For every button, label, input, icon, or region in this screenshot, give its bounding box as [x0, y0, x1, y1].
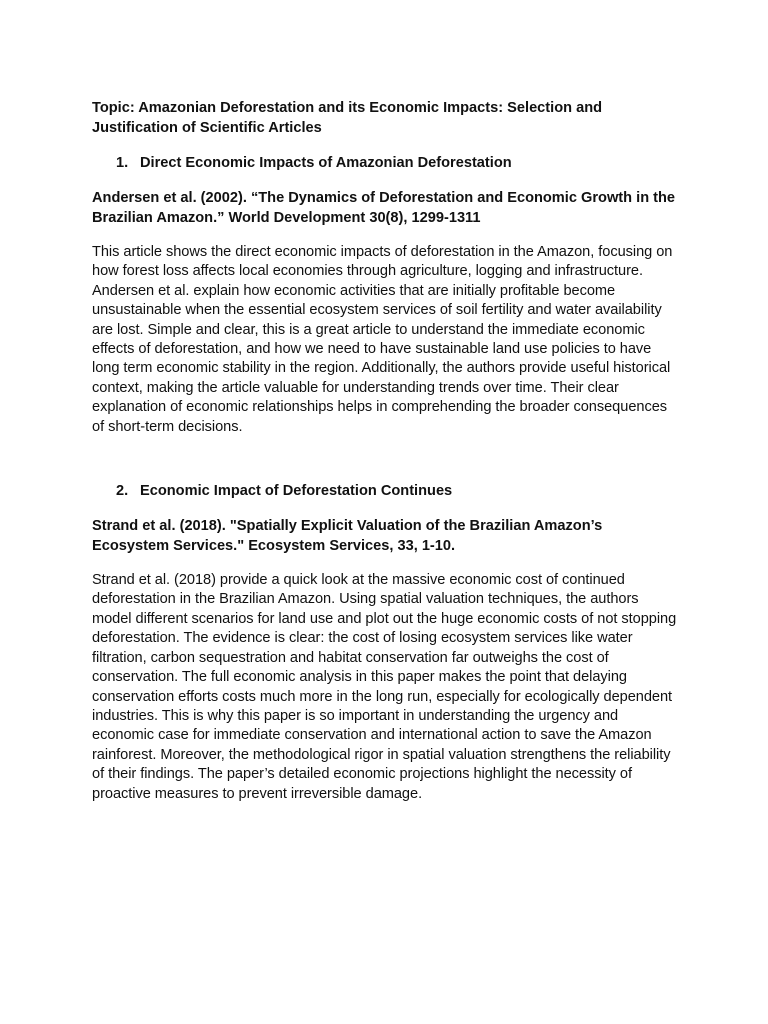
body-paragraph-2: Strand et al. (2018) provide a quick look at the massive economic cost of continued deforestation in the Brazilian Amazon. Using spatial valuation techniques, the authors model different scenarios for land use and plot out the huge economic costs of not stopping deforestation. The evidence is clear: the cost of losing ecosystem services like water filtration, carbon sequestration and habitat conservation far outweighs the cost of conservation. The full economic analysis in this paper makes the point that delaying conservation efforts costs much more in the long run, especially for ecologically dependent industries. This is why this paper is so important in understanding the urgency and economic case for immediate conservation and international action to save the Amazon rainforest. Moreover, the methodological rigor in spatial valuation strengthens the reliability of their findings. The paper’s detailed economic projections highlight the necessity of proactive measures to prevent irreversible damage. [92, 572, 677, 802]
section-number-2: 2. [116, 483, 129, 500]
section-heading-text-1: Direct Economic Impacts of Amazonian Deforestation [140, 155, 512, 171]
section-heading-1 [92, 153, 680, 173]
document-topic: Topic: Amazonian Deforestation and its Economic Impacts: Selection and Justification of Scientific Articles [92, 100, 603, 136]
body-paragraph-1: This article shows the direct economic impacts of deforestation in the Amazon, focusing on how forest loss affects local economies through agriculture, logging and infrastructure. Andersen et al. explain how economic activities that are initially profitable become unsustainable when the essential ecosystem services of soil fertility and water availability are lost. Simple and clear, this is a great article to understand the immediate economic effects of deforestation, and how we need to have sustainable land use policies to have long term economic stability in the region. Additionally, the authors provide useful historical context, making the article valuable for understanding trends over time. Their clear explanation of economic relationships helps in comprehending the broader consequences of short-term decisions. [92, 244, 673, 435]
citation-2: Strand et al. (2018). "Spatially Explicit Valuation of the Brazilian Amazon’s Ecosystem Services." Ecosystem Services, 33, 1-10. [92, 518, 603, 555]
section-heading-2 [92, 481, 680, 501]
citation-1: Andersen et al. (2002). “The Dynamics of Deforestation and Economic Growth in the Brazilian Amazon.” World Development 30(8), 1299-1311 [92, 190, 676, 226]
section-heading-text-2: Economic Impact of Deforestation Continues [140, 483, 453, 500]
document-page [92, 98, 680, 804]
section-number-1: 1. [116, 155, 129, 171]
